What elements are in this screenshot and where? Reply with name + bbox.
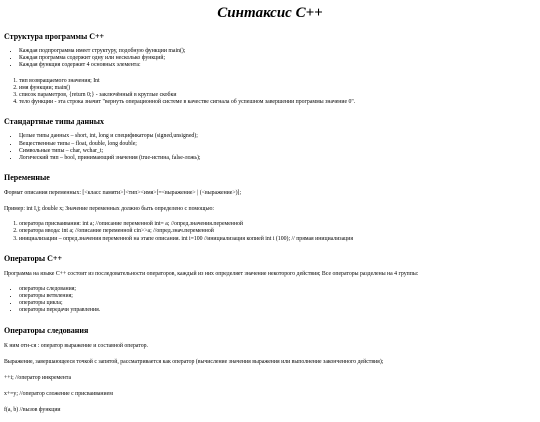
code-example-line: f(a, b) //вызов функции bbox=[4, 406, 61, 413]
list-item: • операторы цикла; bbox=[19, 300, 536, 307]
structure-bullet-list bbox=[4, 48, 536, 70]
list-item: • Логический тип – bool, принимающий значения (true-истина, false-ложь); bbox=[19, 155, 536, 162]
list-item: 1. тип возвращаемого значения; Int bbox=[19, 78, 536, 85]
list-item: • Каждая программа содержит одну или несколько функций; bbox=[19, 55, 536, 62]
list-item: 2. оператора ввода: int a; //описание переменной cin>>a; //опред.знач.переменной bbox=[19, 228, 536, 235]
code-example-line: x+=y; //оператор сложение с присваиванием bbox=[4, 390, 113, 397]
variables-format-paragraph: Формат описания переменных: [<класс памяти>]<тип><имя>[=<выражение> | (<выражение>)]; bbox=[4, 190, 242, 197]
list-item: • Каждая функция содержит 4 основных элемента: bbox=[19, 62, 536, 69]
list-item: 4. тело функции - эта строка значит "вернуть операционной системе в качестве сигнала об успешном завершении программы значение 0". bbox=[19, 99, 536, 106]
list-item: 3. инициализации – опред.значения переменной на этапе описания. int i=100 //инициализация копией int i (100); // прямая инициализация bbox=[19, 236, 536, 243]
data-types-list bbox=[4, 133, 536, 162]
list-item: • Вещественные типы – float, double, long double; bbox=[19, 141, 536, 148]
list-item: 1. оператора присваивания: int a; //описание переменной int= a; //опред.значения.переменной bbox=[19, 221, 536, 228]
structure-numbered-list bbox=[4, 78, 536, 107]
list-item: • Символьные типы – char, wchar_t; bbox=[19, 148, 536, 155]
section-heading-sequence-operators: Операторы следования bbox=[4, 325, 89, 335]
page-title: Синтаксис С++ bbox=[217, 5, 323, 21]
section-heading-structure: Структура программы С++ bbox=[4, 32, 105, 41]
list-item: • Каждая подпрограмма имеет структуру, подобную функции main(); bbox=[19, 48, 536, 55]
sequence-paragraph: К ним отн-ся : оператор выражение и составной оператор. bbox=[4, 342, 149, 349]
code-example-line: ++i; //оператор инкремента bbox=[4, 374, 72, 381]
operators-paragraph: Программа на языке С++ состоит из последовательности операторов, каждый из них определяет значение некоторого действия; Все операторы разделены на 4 группы: bbox=[4, 270, 419, 277]
variables-example-paragraph: Пример: int I,j; double x; Значение переменных должно быть определено с помощью: bbox=[4, 206, 215, 213]
list-item: 3. список параметров, {return 0;} - заключённый в круглые скобки bbox=[19, 92, 536, 99]
section-heading-data-types: Стандартные типы данных bbox=[4, 117, 104, 127]
list-item: • Целые типы данных – short, int, long и спецификаторы (signed,unsigned); bbox=[19, 133, 536, 140]
operators-group-list bbox=[4, 286, 536, 315]
section-heading-operators: Операторы С++ bbox=[4, 253, 63, 263]
list-item: • операторы ветвления; bbox=[19, 293, 536, 300]
list-item: 2. имя функции; main() bbox=[19, 85, 536, 92]
list-item: • операторы передачи управления. bbox=[19, 307, 536, 314]
sequence-paragraph: Выражение, завершающееся точкой с запятой, рассматривается как оператор (вычисление значения выражения или выполнение законченного действия); bbox=[4, 358, 384, 365]
section-heading-variables: Переменные bbox=[4, 173, 50, 183]
list-item: • операторы следования; bbox=[19, 286, 536, 293]
variables-numbered-list bbox=[4, 221, 536, 243]
document bbox=[4, 0, 536, 422]
